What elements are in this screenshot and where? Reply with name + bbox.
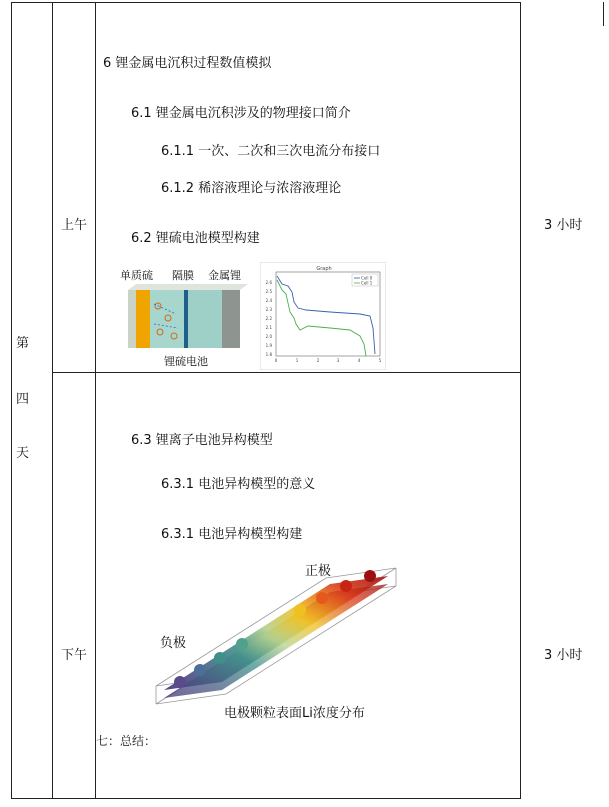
- afternoon-label: 下午: [61, 648, 88, 663]
- table-col-divider-1: [52, 2, 53, 799]
- separator-label: 隔膜: [172, 269, 194, 282]
- table-border-bottom: [11, 798, 521, 799]
- negative-electrode-label: 负极: [160, 636, 187, 651]
- y-tick: 1.9: [265, 343, 272, 348]
- table-col-divider-2: [95, 2, 96, 799]
- plot-title: Graph: [316, 266, 332, 272]
- x-tick: 1: [295, 358, 299, 363]
- x-tick: 0: [274, 358, 278, 363]
- legend-entry: Cell 0: [361, 275, 373, 281]
- afternoon-hours: 3 小时: [544, 648, 583, 663]
- x-tick: 5: [378, 358, 382, 363]
- y-tick: 2.0: [265, 334, 272, 339]
- day-char-2: 四: [16, 392, 30, 407]
- lithium-sulfur-battery-figure: [118, 262, 248, 370]
- day-char-3: 天: [16, 446, 30, 461]
- section-6-3-1-heading: 6.3.1 电池异构模型的意义: [161, 477, 316, 492]
- y-tick: 2.3: [265, 307, 272, 312]
- sulfur-label: 单质硫: [120, 269, 153, 282]
- electrode-model-figure: [150, 558, 405, 728]
- section-6-1-heading: 6.1 锂金属电沉积涉及的物理接口简介: [131, 106, 351, 121]
- section-6-1-2-heading: 6.1.2 稀溶液理论与浓溶液理论: [161, 181, 342, 196]
- y-tick: 2.5: [265, 289, 272, 294]
- table-col-divider-3: [520, 2, 521, 799]
- electrode-particles: [150, 558, 405, 708]
- y-tick: 2.6: [265, 280, 272, 285]
- table-border-top: [11, 2, 521, 3]
- day-char-1: 第: [16, 336, 30, 351]
- legend-entry: Cell 1: [361, 280, 373, 286]
- battery-schematic: [118, 284, 248, 360]
- summary-label: 七：总结：: [96, 734, 157, 748]
- section-6-3-heading: 6.3 锂离子电池异构模型: [131, 433, 273, 448]
- table-border-right: [603, 2, 604, 26]
- section-6-2-heading: 6.2 锂硫电池模型构建: [131, 231, 260, 246]
- x-tick: 3: [336, 358, 340, 363]
- x-tick: 2: [316, 358, 320, 363]
- discharge-curve-plot: [260, 262, 386, 370]
- morning-hours: 3 小时: [544, 218, 583, 233]
- lithium-metal-label: 金属锂: [208, 269, 241, 282]
- y-tick: 2.2: [265, 316, 272, 321]
- morning-label: 上午: [61, 218, 88, 233]
- x-tick: 4: [357, 358, 361, 363]
- y-tick: 2.4: [265, 298, 272, 303]
- table-border-left: [11, 2, 12, 799]
- y-tick: 1.8: [265, 352, 272, 357]
- lithium-sulfur-caption: 锂硫电池: [164, 355, 208, 368]
- table-row-divider: [52, 372, 521, 373]
- section-6-3-1-build-heading: 6.3.1 电池异构模型构建: [161, 527, 303, 542]
- electrode-model-caption: 电极颗粒表面Li浓度分布: [224, 706, 365, 721]
- y-tick: 2.1: [265, 325, 272, 330]
- positive-electrode-label: 正极: [305, 564, 332, 579]
- section-6-1-1-heading: 6.1.1 一次、二次和三次电流分布接口: [161, 144, 381, 159]
- section-6-heading: 6 锂金属电沉积过程数值模拟: [103, 56, 272, 71]
